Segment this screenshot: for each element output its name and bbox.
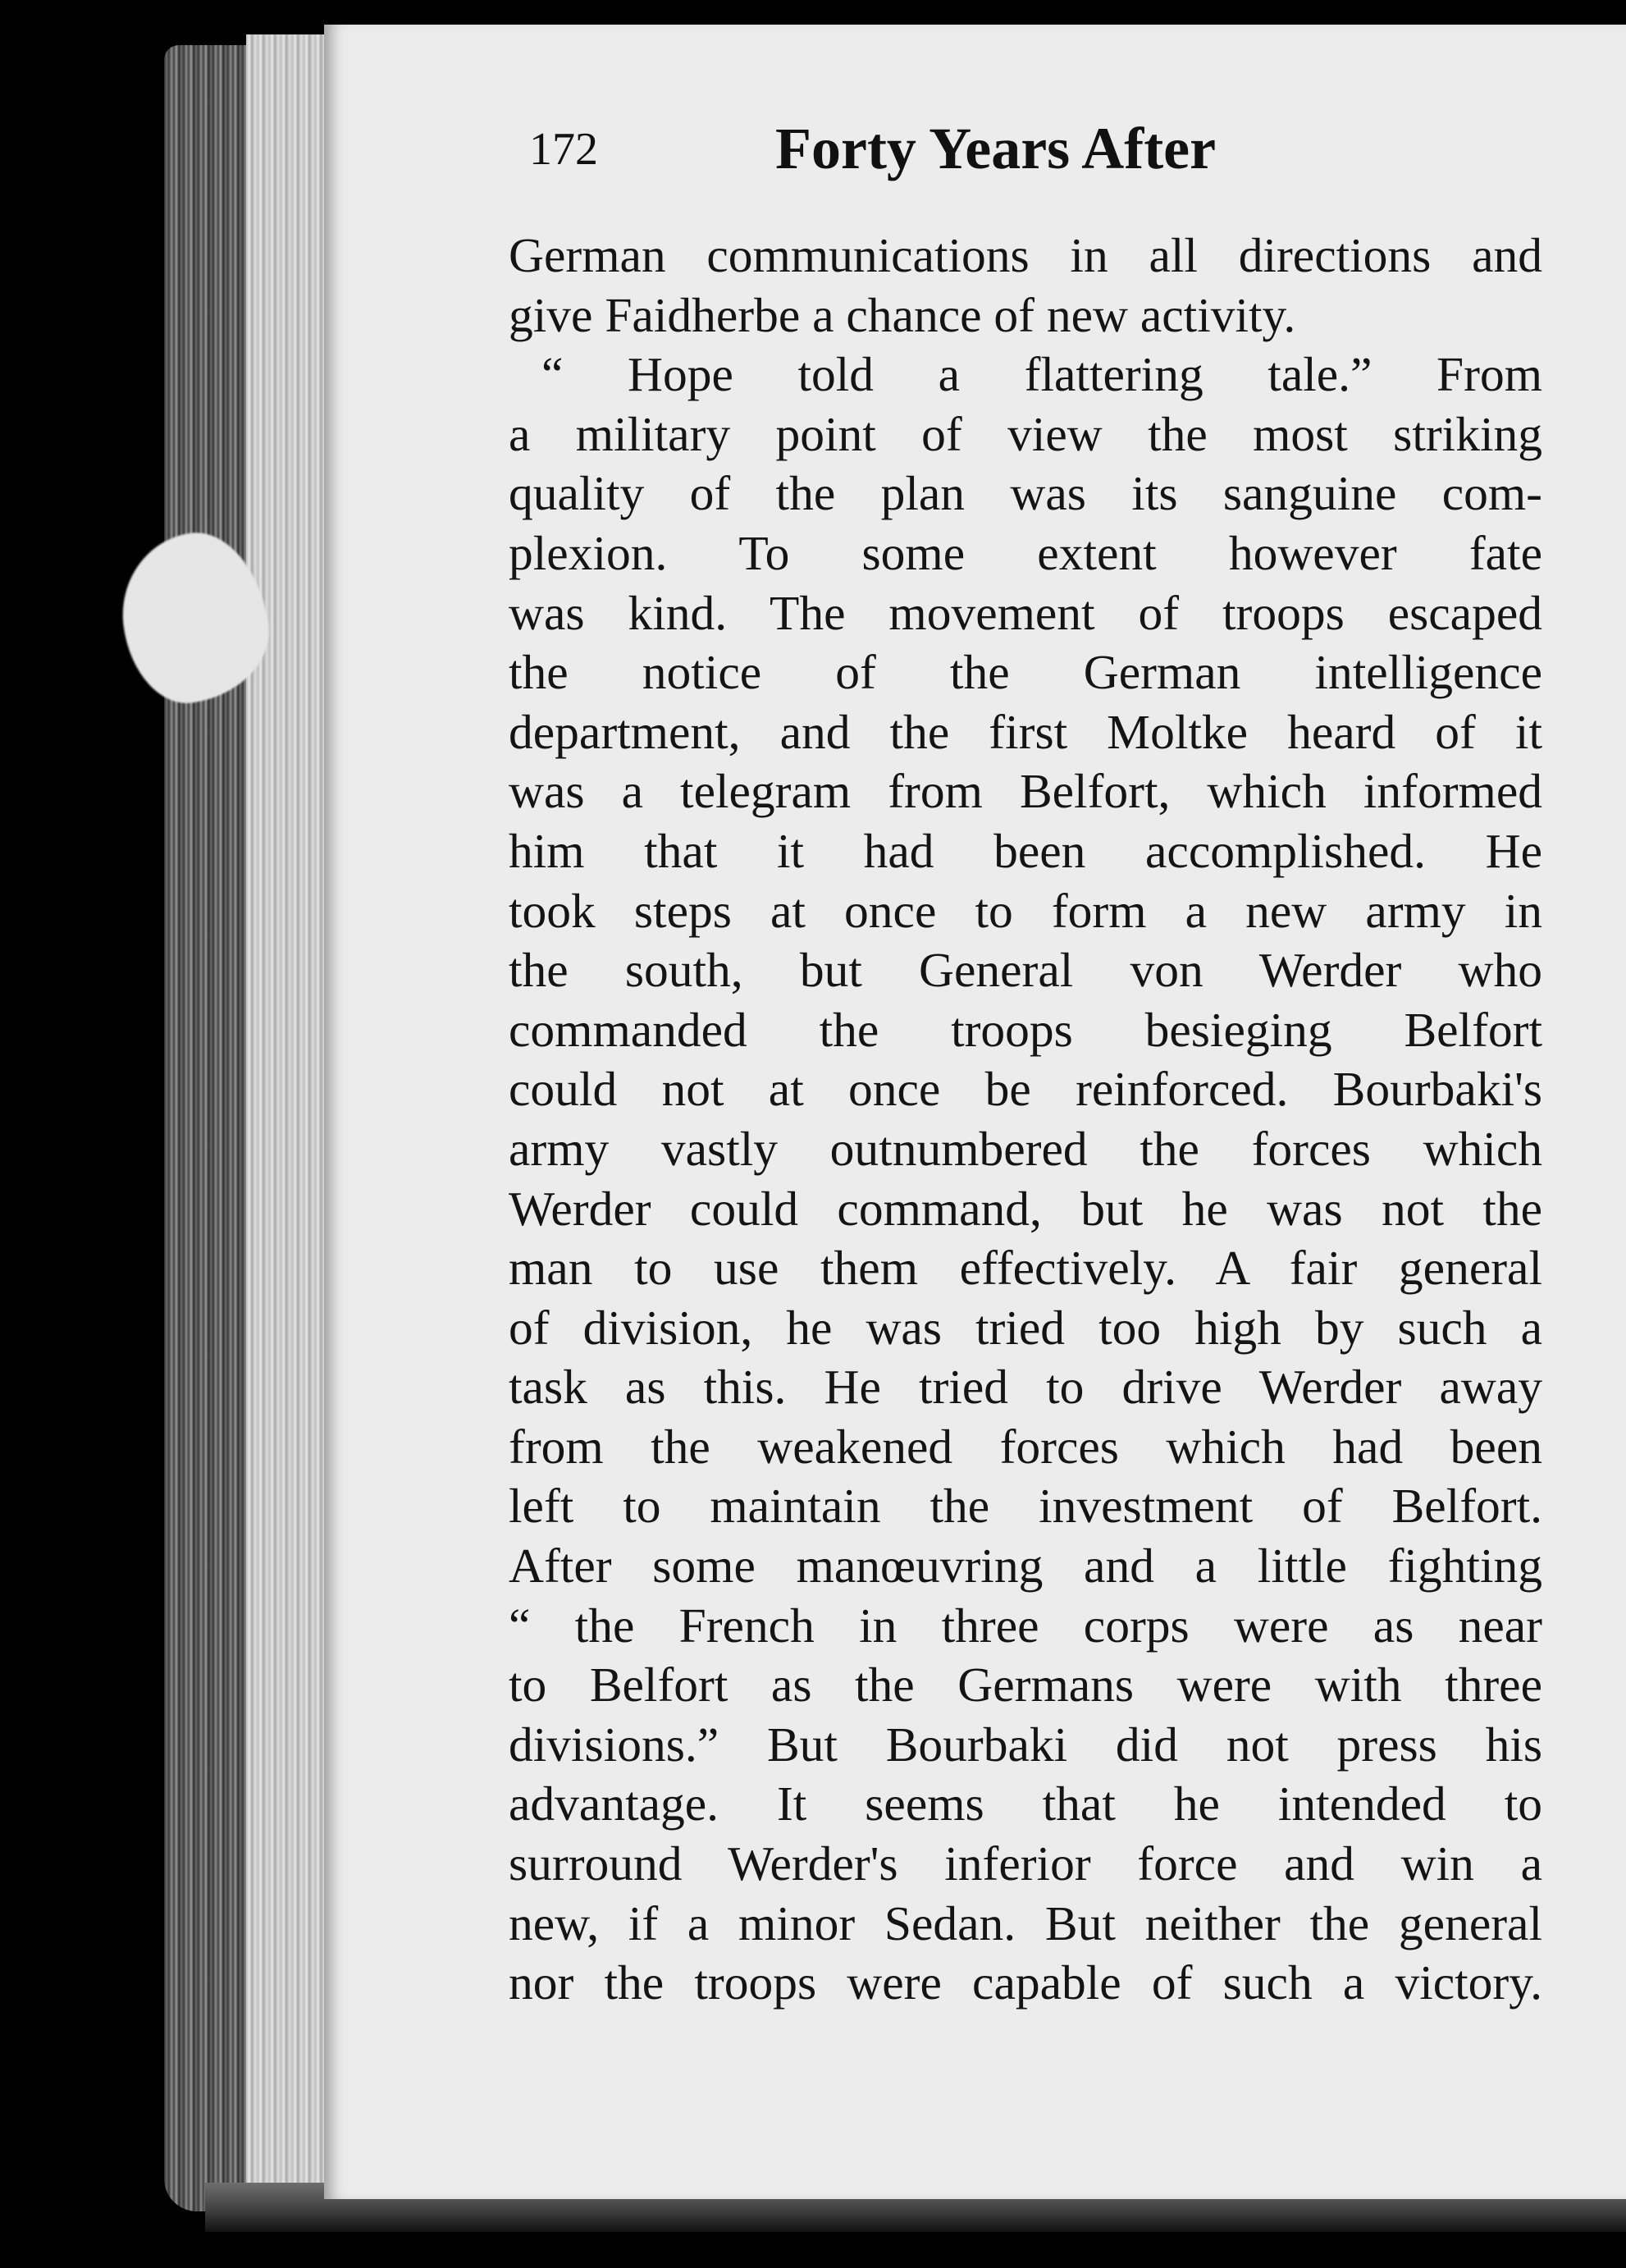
text-line: army vastly outnumbered the forces which bbox=[509, 1121, 1542, 1176]
text-line: divisions.” But Bourbaki did not press his bbox=[509, 1717, 1542, 1772]
text-line: was kind. The movement of troops escaped bbox=[509, 585, 1542, 640]
text-line: Werder could command, but he was not the bbox=[509, 1181, 1542, 1236]
text-line: took steps at once to form a new army in bbox=[509, 883, 1542, 938]
body-text bbox=[509, 226, 1542, 2013]
text-line: “ Hope told a flattering tale.” From bbox=[541, 347, 1542, 402]
text-line: give Faidherbe a chance of new activity. bbox=[509, 287, 1296, 342]
text-line: a military point of view the most striking bbox=[509, 406, 1542, 461]
text-line: task as this. He tried to drive Werder away bbox=[509, 1360, 1542, 1415]
text-line: man to use them effectively. A fair general bbox=[509, 1241, 1542, 1296]
text-line: him that it had been accomplished. He bbox=[509, 823, 1542, 878]
page-header bbox=[529, 115, 1555, 205]
text-line: department, and the first Moltke heard of it bbox=[509, 704, 1542, 759]
text-line: quality of the plan was its sanguine com- bbox=[509, 466, 1542, 521]
text-line: plexion. To some extent however fate bbox=[509, 525, 1542, 580]
text-line: to Belfort as the Germans were with three bbox=[509, 1658, 1542, 1712]
text-line: German communications in all directions and bbox=[509, 228, 1542, 282]
text-line: could not at once be reinforced. Bourbaki's bbox=[509, 1062, 1542, 1117]
text-line: the south, but General von Werder who bbox=[509, 943, 1542, 998]
text-line: the notice of the German intelligence bbox=[509, 645, 1542, 700]
text-line: advantage. It seems that he intended to bbox=[509, 1776, 1542, 1831]
text-line: new, if a minor Sedan. But neither the general bbox=[509, 1895, 1542, 1950]
page-number: 172 bbox=[529, 124, 598, 175]
text-line: commanded the troops besieging Belfort bbox=[509, 1002, 1542, 1057]
text-line: from the weakened forces which had been bbox=[509, 1419, 1542, 1474]
book-page-edges-inner bbox=[246, 34, 336, 2217]
running-title: Forty Years After bbox=[775, 116, 1217, 181]
text-line: of division, he was tried too high by such a bbox=[509, 1300, 1542, 1355]
text-line: After some manœuvring and a little fighting bbox=[509, 1539, 1542, 1594]
text-line: left to maintain the investment of Belfort. bbox=[509, 1479, 1542, 1534]
text-line: nor the troops were capable of such a victory. bbox=[509, 1955, 1542, 2010]
text-line: “ the French in three corps were as near bbox=[509, 1598, 1542, 1653]
text-line: was a telegram from Belfort, which informed bbox=[509, 764, 1542, 819]
text-line: surround Werder's inferior force and win a bbox=[509, 1836, 1542, 1891]
